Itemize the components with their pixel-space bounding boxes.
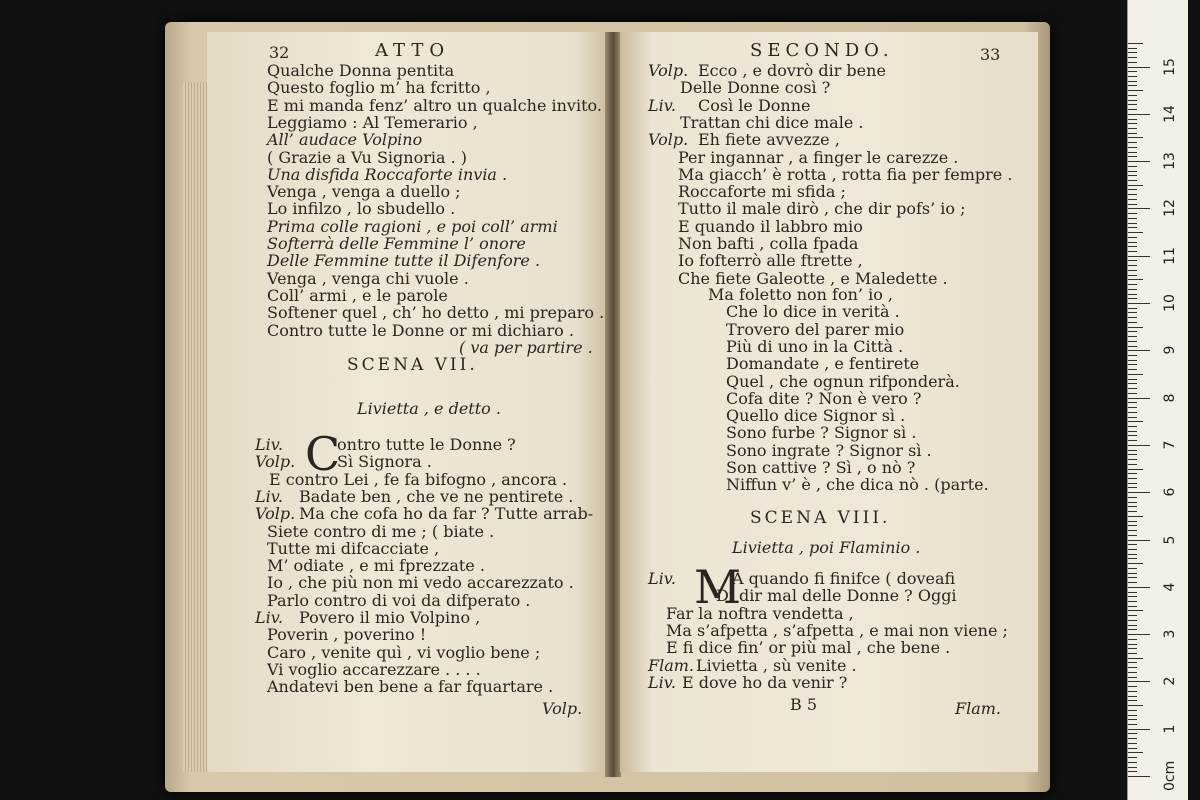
ruler-tick (1128, 648, 1137, 649)
speaker-label: Volp. (648, 61, 689, 80)
page-number: 32 (269, 43, 290, 62)
running-head: SECONDO. (750, 40, 894, 61)
ruler-tick (1128, 284, 1137, 285)
ruler-tick (1128, 336, 1137, 337)
ruler-number: 4 (1162, 582, 1178, 592)
ruler-tick (1128, 705, 1143, 706)
ruler-number: 10 (1162, 294, 1178, 312)
ruler-tick (1128, 450, 1137, 451)
aria-line: Più di uno in la Città . (726, 336, 904, 356)
ruler-tick (1128, 398, 1150, 399)
aria-line: Niffun v’ è , che dica nò . (parte. (726, 475, 989, 495)
verse-line: Softerrà delle Femmine l’ onore (267, 234, 526, 253)
ruler-number: 2 (1162, 676, 1178, 686)
ruler-tick (1128, 615, 1137, 616)
ruler-tick (1128, 776, 1150, 777)
dialogue-line: Io , che più non mi vedo accarezzato . (267, 573, 574, 593)
ruler-tick (1128, 189, 1137, 190)
ruler-tick (1128, 592, 1137, 593)
ruler-tick (1128, 128, 1137, 129)
dialogue-line: Siete contro di me ; ( biate . (267, 521, 495, 541)
ruler-tick (1128, 147, 1137, 148)
page-number: 33 (980, 45, 1001, 64)
ruler-tick (1128, 700, 1137, 701)
verse-line: Venga , venga a duello ; (267, 182, 461, 202)
dialogue-line: Sì Signora . (337, 452, 432, 472)
dialogue-line: ontro tutte le Donne ? (337, 435, 516, 454)
ruler-tick (1128, 658, 1143, 659)
ruler-tick (1128, 502, 1137, 503)
ruler-tick (1128, 402, 1137, 403)
ruler-tick (1128, 114, 1150, 115)
verse-line: Contro tutte le Donne or mi dichiaro . (267, 320, 574, 340)
dialogue-line: Tutte mi difcacciate , (267, 538, 440, 558)
dialogue-line: Di dir mal delle Donne ? Oggi (716, 586, 957, 606)
ruler-tick (1128, 672, 1137, 673)
ruler-number: 15 (1162, 57, 1178, 76)
ruler-number: 11 (1162, 246, 1178, 265)
ruler-tick (1128, 426, 1137, 427)
dialogue-line: A quando fi finifce ( doveafi (732, 569, 956, 588)
ruler-tick (1128, 577, 1137, 578)
dialogue-line: Tutto il male dirò , che dir pofs’ io ; (678, 199, 966, 219)
dialogue-line: Ma giacch’ è rotta , rotta fia per fempre . (678, 164, 1013, 184)
scene-subtitle: Livietta , e detto . (357, 399, 501, 418)
catchword: Flam. (955, 699, 1002, 718)
ruler-tick (1128, 109, 1137, 110)
speaker-label: Liv. (648, 672, 676, 692)
verse-line: Questo foglio m’ ha fcritto , (267, 78, 491, 98)
ruler-tick (1128, 62, 1137, 63)
ruler-tick (1128, 355, 1137, 356)
book (165, 22, 1050, 792)
dialogue-line: Badate ben , che ve ne pentirete . (299, 486, 574, 506)
dialogue-line: Non bafti , colla fpada (678, 234, 859, 253)
right-page (620, 32, 1038, 772)
speaker-label: Liv. (255, 608, 283, 627)
aria-line: Quello dice Signor sì . (726, 406, 906, 426)
ruler-tick (1128, 289, 1137, 290)
ruler-tick (1128, 610, 1143, 611)
dialogue-line: Ma s’afpetta , s’afpetta , e mai non viene ; (666, 620, 1008, 640)
ruler-tick (1128, 445, 1150, 446)
ruler-tick (1128, 346, 1137, 347)
aria-line: Ma foletto non fon’ io , (708, 285, 894, 304)
ruler-tick (1128, 137, 1143, 138)
ruler-tick (1128, 715, 1137, 716)
speaker-label: Liv. (648, 95, 676, 115)
ruler-tick (1128, 691, 1137, 692)
ruler-tick (1128, 379, 1137, 380)
ruler-tick (1128, 587, 1150, 588)
ruler-tick (1128, 625, 1137, 626)
dialogue-line: Ma che cofa ho da far ? Tutte arrab- (299, 504, 594, 524)
verse-line: Qualche Donna pentita (267, 61, 455, 80)
ruler-number: 6 (1162, 487, 1178, 497)
ruler-tick (1128, 653, 1137, 654)
dialogue-line: Per ingannar , a finger le carezze . (678, 147, 959, 167)
ruler-tick (1128, 497, 1137, 498)
ruler-tick (1128, 85, 1137, 86)
ruler-tick (1128, 275, 1137, 276)
verse-line: Venga , venga chi vuole . (267, 268, 469, 288)
ruler-tick (1128, 48, 1137, 49)
left-page (207, 32, 607, 772)
ruler-tick (1128, 464, 1137, 465)
ruler-tick (1128, 738, 1137, 739)
ruler-tick (1128, 558, 1137, 559)
ruler-tick (1128, 388, 1137, 389)
verse-line: ( va per partire . (459, 337, 593, 357)
ruler-tick (1128, 757, 1137, 758)
ruler-tick (1128, 719, 1137, 720)
dialogue-line: Povero il mio Volpino , (299, 608, 481, 627)
ruler-tick (1128, 104, 1137, 105)
ruler-tick (1128, 596, 1137, 597)
ruler-tick (1128, 350, 1150, 351)
signature-mark: B 5 (790, 695, 818, 714)
ruler-tick (1128, 440, 1137, 441)
ruler-tick (1128, 76, 1137, 77)
ruler-tick (1128, 620, 1137, 621)
ruler-tick (1128, 421, 1143, 422)
ruler-tick (1128, 634, 1150, 635)
ruler-tick (1128, 223, 1137, 224)
ruler-tick (1128, 374, 1143, 375)
ruler-tick (1128, 644, 1137, 645)
scene-title: SCENA VII. (347, 355, 478, 375)
ruler-tick (1128, 435, 1137, 436)
ruler-tick (1128, 123, 1137, 124)
dialogue-line: M’ odiate , e mi fprezzate . (267, 556, 485, 576)
dialogue-line: Far la noftra vendetta , (666, 603, 854, 623)
ruler-tick (1128, 246, 1137, 247)
aria-line: Quel , che ognun rifponderà. (726, 371, 960, 391)
ruler-tick (1128, 483, 1137, 484)
ruler-tick (1128, 294, 1137, 295)
ruler-tick (1128, 208, 1150, 209)
ruler-tick (1128, 95, 1137, 96)
ruler-tick (1128, 516, 1143, 517)
ruler-tick (1128, 270, 1137, 271)
ruler-number: 5 (1162, 535, 1178, 544)
ruler-tick (1128, 506, 1137, 507)
ruler-tick (1128, 686, 1137, 687)
ruler-tick (1128, 733, 1137, 734)
ruler-tick (1128, 218, 1137, 219)
ruler-tick (1128, 492, 1150, 493)
ruler-tick (1128, 119, 1137, 120)
gutter (605, 32, 621, 777)
page-edges (183, 82, 207, 772)
dialogue-line: Vi voglio accarezzare . . . . (267, 659, 481, 679)
ruler-number: 0cm (1162, 760, 1178, 791)
ruler-tick (1128, 525, 1137, 526)
ruler-number: 9 (1162, 345, 1178, 355)
ruler-tick (1128, 568, 1137, 569)
dialogue-line: Roccaforte mi sfida ; (678, 182, 846, 202)
ruler-tick (1128, 279, 1143, 280)
ruler-tick (1128, 696, 1137, 697)
ruler-tick (1128, 582, 1137, 583)
ruler-tick (1128, 331, 1137, 332)
ruler-tick (1128, 417, 1137, 418)
ruler-tick (1128, 227, 1137, 228)
ruler-tick (1128, 393, 1137, 394)
dialogue-line: Così le Donne (698, 95, 811, 115)
ruler-tick (1128, 601, 1137, 602)
ruler-tick (1128, 317, 1137, 318)
ruler-tick (1128, 469, 1143, 470)
ruler-tick (1128, 743, 1137, 744)
ruler-tick (1128, 573, 1137, 574)
ruler-tick (1128, 478, 1137, 479)
ruler-tick (1128, 199, 1137, 200)
ruler-tick (1128, 237, 1137, 238)
verse-line: Softener quel , ch’ ho detto , mi preparo . (267, 303, 605, 323)
aria-line: Domandate , e fentirete (726, 354, 920, 374)
ruler-tick (1128, 232, 1143, 233)
ruler-tick (1128, 213, 1137, 214)
ruler-tick (1128, 166, 1137, 167)
dialogue-line: Caro , venite quì , vi voglio bene ; (267, 642, 541, 662)
ruler-tick (1128, 383, 1137, 384)
ruler-tick (1128, 175, 1137, 176)
dialogue-line: Eh fiete avvezze , (698, 130, 840, 150)
ruler-tick (1128, 327, 1143, 328)
dialogue-line: E dove ho da venir ? (682, 672, 848, 692)
ruler-tick (1128, 360, 1137, 361)
ruler-tick (1128, 662, 1137, 663)
ruler-tick (1128, 710, 1137, 711)
ruler-number: 13 (1162, 152, 1178, 171)
ruler-tick (1128, 242, 1137, 243)
speaker-label: Liv. (648, 569, 676, 588)
aria-line: Son cattive ? Sì , o nò ? (726, 458, 916, 477)
verse-line: Coll’ armi , e le parole (267, 285, 448, 305)
dialogue-line: Io fofterrò alle ftrette , (678, 251, 863, 271)
verse-line: ( Grazie a Vu Signoria . ) (267, 147, 468, 167)
ruler-tick (1128, 681, 1150, 682)
drop-cap: M (694, 560, 742, 614)
ruler-tick (1128, 748, 1137, 749)
ruler-tick (1128, 606, 1137, 607)
ruler-number: 8 (1162, 393, 1178, 403)
ruler-tick (1128, 100, 1137, 101)
ruler-tick (1128, 629, 1137, 630)
ruler-tick (1128, 251, 1137, 252)
ruler-tick (1128, 90, 1143, 91)
ruler-tick (1128, 71, 1137, 72)
ruler-tick (1128, 511, 1137, 512)
ruler-tick (1128, 171, 1137, 172)
dialogue-line: Ecco , e dovrò dir bene (698, 61, 886, 80)
dialogue-line: Parlo contro di voi da difperato . (267, 590, 531, 610)
ruler-tick (1128, 724, 1137, 725)
verse-line: E mi manda fenz’ altro un qualche invito. (267, 95, 602, 115)
speaker-label: Volp. (255, 452, 296, 472)
ruler-tick (1128, 152, 1137, 153)
verse-line: Delle Femmine tutte il Difenfore . (267, 251, 541, 271)
drop-cap: C (305, 427, 341, 481)
measuring-ruler (1127, 0, 1188, 800)
dialogue-line: Trattan chi dice male . (680, 112, 864, 132)
ruler-tick (1128, 454, 1137, 455)
ruler-tick (1128, 312, 1137, 313)
ruler-tick (1128, 265, 1137, 266)
verse-line: Leggiamo : Al Temerario , (267, 112, 478, 132)
ruler-tick (1128, 677, 1137, 678)
ruler-tick (1128, 412, 1137, 413)
ruler-tick (1128, 256, 1150, 257)
ruler-tick (1128, 459, 1137, 460)
ruler-tick (1128, 298, 1137, 299)
ruler-tick (1128, 364, 1137, 365)
aria-line: Trovero del parer mio (726, 319, 905, 339)
ruler-tick (1128, 563, 1143, 564)
ruler-tick (1128, 535, 1137, 536)
ruler-tick (1128, 142, 1137, 143)
ruler-tick (1128, 521, 1137, 522)
ruler-tick (1128, 544, 1137, 545)
aria-line: Che lo dice in verità . (726, 302, 900, 322)
dialogue-line: Delle Donne così ? (680, 78, 831, 98)
ruler-tick (1128, 57, 1137, 58)
ruler-tick (1128, 369, 1137, 370)
ruler-number: 12 (1162, 199, 1178, 218)
ruler-tick (1128, 771, 1137, 772)
ruler-tick (1128, 303, 1150, 304)
ruler-tick (1128, 341, 1137, 342)
ruler-tick (1128, 762, 1137, 763)
verse-line: Lo infilzo , lo sbudello . (267, 199, 456, 219)
ruler-tick (1128, 52, 1137, 53)
ruler-tick (1128, 322, 1137, 323)
ruler-tick (1128, 156, 1137, 157)
ruler-number: 1 (1162, 724, 1178, 734)
dialogue-line: E quando il labbro mio (678, 216, 863, 236)
ruler-tick (1128, 554, 1137, 555)
ruler-tick (1128, 407, 1137, 408)
dialogue-line: Che fiete Galeotte , e Maledette . (678, 268, 948, 288)
running-head: ATTO (375, 40, 451, 61)
ruler-tick (1128, 194, 1137, 195)
ruler-tick (1128, 540, 1150, 541)
ruler-number: 14 (1162, 104, 1178, 123)
dialogue-line: E contro Lei , fe fa bifogno , ancora . (269, 469, 568, 489)
ruler-tick (1128, 161, 1150, 162)
ruler-tick (1128, 752, 1143, 753)
ruler-tick (1128, 308, 1137, 309)
ruler-tick (1128, 260, 1137, 261)
speaker-label: Flam. (648, 655, 695, 675)
speaker-label: Volp. (648, 130, 689, 150)
speaker-label: Liv. (255, 435, 283, 454)
ruler-tick (1128, 767, 1137, 768)
aria-line: Sono ingrate ? Signor sì . (726, 440, 932, 460)
ruler-tick (1128, 185, 1143, 186)
ruler-tick (1128, 431, 1137, 432)
dialogue-line: E fi dice fin’ or più mal , che bene . (666, 638, 951, 658)
ruler-tick (1128, 180, 1137, 181)
ruler-number: 3 (1162, 629, 1178, 639)
ruler-tick (1128, 667, 1137, 668)
ruler-number: 7 (1162, 440, 1178, 450)
aria-line: Sono furbe ? Signor sì . (726, 423, 917, 443)
dialogue-line: Andatevi ben bene a far fquartare . (267, 677, 554, 697)
ruler-tick (1128, 67, 1150, 68)
verse-line: Una disfida Roccaforte invia . (267, 164, 508, 184)
ruler-tick (1128, 81, 1137, 82)
ruler-tick (1128, 487, 1137, 488)
ruler-tick (1128, 133, 1137, 134)
catchword: Volp. (542, 699, 583, 718)
aria-line: Cofa dite ? Non è vero ? (726, 388, 922, 408)
dialogue-line: Poverin , poverino ! (267, 625, 427, 645)
verse-line: Prima colle ragioni , e poi coll’ armi (267, 216, 558, 236)
ruler-tick (1128, 729, 1150, 730)
scene-title: SCENA VIII. (750, 508, 891, 528)
ruler-tick (1128, 43, 1143, 44)
verse-line: All’ audace Volpino (267, 130, 423, 150)
ruler-tick (1128, 639, 1137, 640)
ruler-tick (1128, 204, 1137, 205)
speaker-label: Volp. (255, 504, 296, 524)
dialogue-line: Livietta , sù venite . (696, 655, 857, 675)
speaker-label: Liv. (255, 486, 283, 506)
ruler-tick (1128, 530, 1137, 531)
ruler-tick (1128, 473, 1137, 474)
scene-subtitle: Livietta , poi Flaminio . (732, 538, 921, 557)
ruler-tick (1128, 549, 1137, 550)
